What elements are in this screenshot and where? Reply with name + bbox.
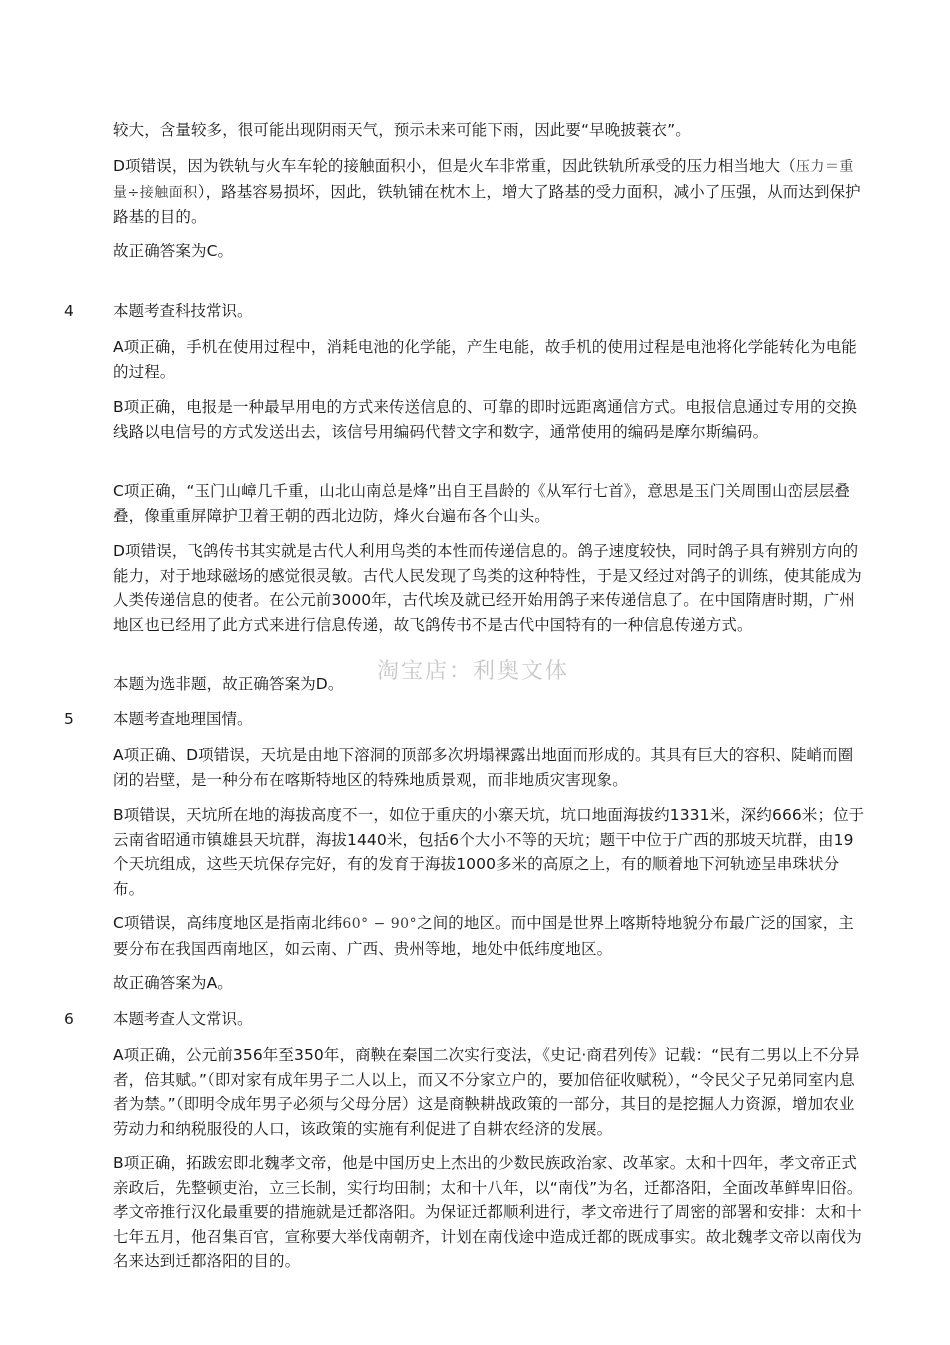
q3-continuation-line: 较大，含量较多，很可能出现阴雨天气，预示未来可能下雨，因此要“早晚披蓑衣”。 xyxy=(113,121,691,139)
q6-option-b: B项正确，拓跋宏即北魏孝文帝，他是中国历史上杰出的少数民族政治家、改革家。太和十四年，孝文帝正式亲政后，先整顿吏治，立三长制，实行均田制；太和十八年，以“南伐”为名，迁都洛阳，全面改革鲜卑旧俗。孝文帝推行汉化最重要的措施就是迁都洛阳。为保证迁都顺利进行，孝文帝进行了周密的部署和安排：太和十七年五月，他召集百官，宣称要大举伐南朝齐，计划在南伐途中造成迁都的既成事实。故北魏孝文帝以南伐为名来达到迁都洛阳的目的。 xyxy=(113,1154,863,1270)
pressure-formula: 压力＝重量÷接触面积 xyxy=(113,159,854,201)
q5-answer: 故正确答案为A。 xyxy=(113,974,233,992)
q5-option-a: A项正确、D项错误，天坑是由地下溶洞的顶部多次坍塌裸露出地面而形成的。其具有巨大的容积、陡峭而圈闭的岩壁，是一种分布在喀斯特地区的特殊地质景观，而非地质灾害现象。 xyxy=(113,746,854,789)
question-number: 4 xyxy=(64,302,74,320)
question-heading: 本题考查人文常识。 xyxy=(113,1010,253,1028)
q4-option-d: D项错误，飞鸽传书其实就是古代人利用鸟类的本性而传递信息的。鸽子速度较快，同时鸽子具有辨别方向的能力，对于地球磁场的感觉很灵敏。古代人民发现了鸟类的这种特性，于是又经过对鸽子的训练，使其能成为人类传递信息的使者。在公元前3000年，古代埃及就已经开始用鸽子来传递信息了。在中国隋唐时期，广州地区也已经用了此方式来进行信息传递，故飞鸽传书不是古代中国特有的一种信息传递方式。 xyxy=(113,542,862,634)
question-number: 5 xyxy=(64,710,74,728)
q5-option-c-text-b: 之间的地区。而中国是世界上喀斯特地貌分布最广泛的国家，主要分布在我国西南地区，如云南、广西、贵州等地，地处中低纬度地区。 xyxy=(113,914,854,958)
watermark: 淘宝店：利奥文体 xyxy=(377,659,570,684)
q5-option-c-text-a: C项错误，高纬度地区是指南北纬 xyxy=(113,914,343,932)
q4-option-b: B项正确，电报是一种最早用电的方式来传送信息的、可靠的即时远距离通信方式。电报信息通过专用的交换线路以电信号的方式发送出去，该信号用编码代替文字和数字，通常使用的编码是摩尔斯编码。 xyxy=(113,398,857,441)
question-heading: 本题考查地理国情。 xyxy=(113,710,253,728)
q3-option-d-text-a: D项错误，因为铁轨与火车车轮的接触面积小，但是火车非常重，因此铁轨所承受的压力相当地大（ xyxy=(113,157,796,175)
question-number: 6 xyxy=(64,1010,74,1028)
latitude-range: 60° − 90° xyxy=(342,916,418,932)
q3-option-d-text-b: ），路基容易损坏，因此，铁轨铺在枕木上，增大了路基的受力面积，减小了压强，从而达到保护路基的目的。 xyxy=(113,182,861,226)
q3-option-d-explanation xyxy=(113,154,865,230)
q6-option-a: A项正确，公元前356年至350年，商鞅在秦国二次实行变法，《史记·商君列传》记载：“民有二男以上不分异者，倍其赋。”（即对家有成年男子二人以上，而又不分家立户的，要加倍征收赋税），“令民父子兄弟同室内息者为禁。”（即明令成年男子必须与父母分居）这是商鞅耕战政策的一部分，其目的是挖掘人力资源，增加农业劳动力和纳税服役的人口，该政策的实施有利促进了自耕农经济的发展。 xyxy=(113,1046,860,1138)
q4-option-c: C项正确，“玉门山嶂几千重，山北山南总是烽”出自王昌龄的《从军行七首》，意思是玉门关周围山峦层层叠叠，像重重屏障护卫着王朝的西北边防，烽火台遍布各个山头。 xyxy=(113,482,851,525)
q4-option-a: A项正确，手机在使用过程中，消耗电池的化学能，产生电能，故手机的使用过程是电池将化学能转化为电能的过程。 xyxy=(113,338,857,381)
question-heading: 本题考查科技常识。 xyxy=(113,302,253,320)
q5-option-b: B项错误，天坑所在地的海拔高度不一，如位于重庆的小寨天坑，坑口地面海拔约1331米，深约666米；位于云南省昭通市镇雄县天坑群，海拔1440米，包括6个大小不等的天坑；题干中位于广西的那坡天坑群，由19个天坑组成，这些天坑保存完好，有的发育于海拔1000多米的高原之上，有的顺着地下河轨迹呈串珠状分布。 xyxy=(113,806,865,898)
q5-option-c xyxy=(113,911,865,961)
q3-answer: 故正确答案为C。 xyxy=(113,242,234,260)
q4-answer: 本题为选非题，故正确答案为D。 xyxy=(113,675,344,693)
